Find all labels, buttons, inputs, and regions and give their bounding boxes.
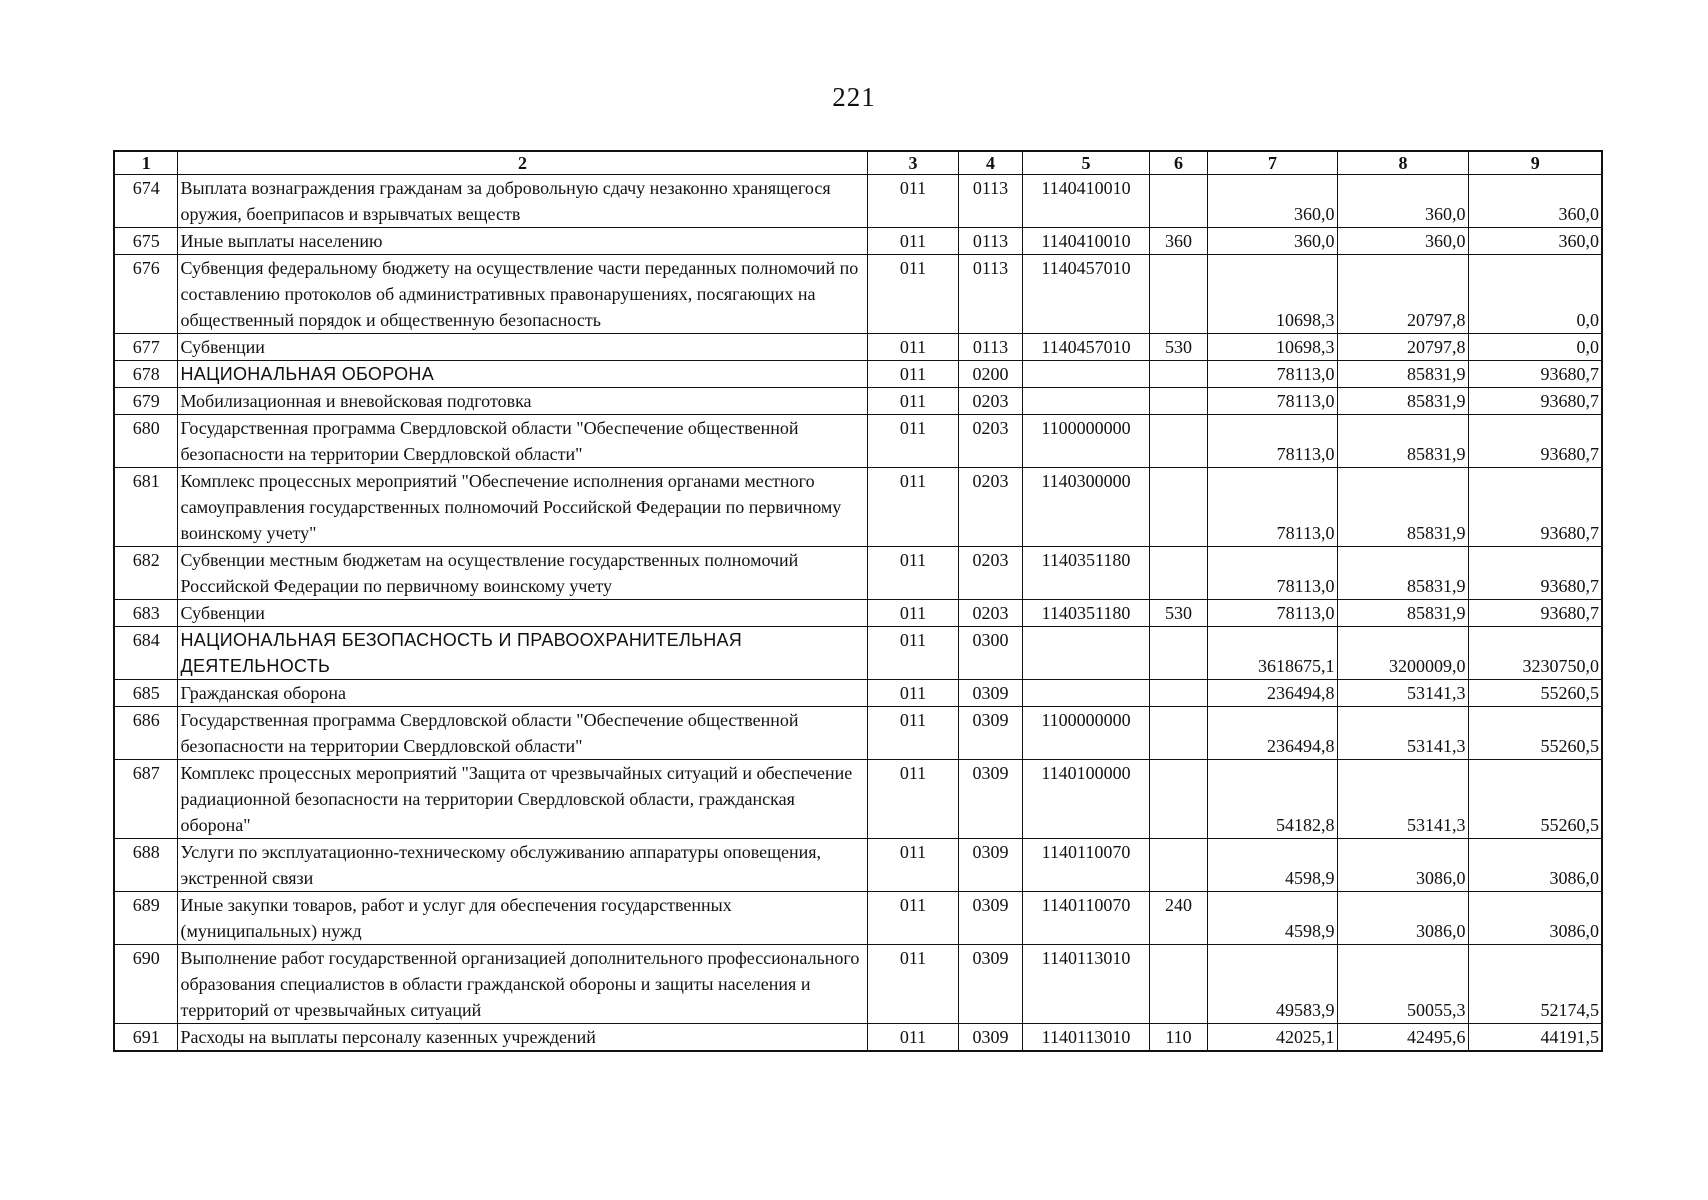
amount-col-8: 20797,8 <box>1337 334 1468 361</box>
amount-col-8: 85831,9 <box>1337 468 1468 547</box>
amount-col-7: 360,0 <box>1207 228 1337 255</box>
table-row <box>114 892 1602 945</box>
ministry-code: 011 <box>867 760 958 839</box>
row-description: Мобилизационная и вневойсковая подготовка <box>177 388 867 415</box>
ministry-code: 011 <box>867 334 958 361</box>
ministry-code: 011 <box>867 839 958 892</box>
amount-col-9: 0,0 <box>1468 255 1602 334</box>
row-number: 681 <box>114 468 177 547</box>
row-number: 676 <box>114 255 177 334</box>
row-description: Субвенции <box>177 334 867 361</box>
expense-type-code: 360 <box>1149 228 1207 255</box>
amount-col-8: 85831,9 <box>1337 600 1468 627</box>
ministry-code: 011 <box>867 361 958 388</box>
ministry-code: 011 <box>867 228 958 255</box>
table-body <box>114 175 1602 1052</box>
amount-col-8: 85831,9 <box>1337 361 1468 388</box>
amount-col-7: 78113,0 <box>1207 468 1337 547</box>
section-code: 0203 <box>958 468 1022 547</box>
row-description: Государственная программа Свердловской области "Обеспечение общественной безопасности на территории Свердловской области" <box>177 707 867 760</box>
row-number: 687 <box>114 760 177 839</box>
row-description: Иные выплаты населению <box>177 228 867 255</box>
expense-type-code: 110 <box>1149 1024 1207 1052</box>
target-article-code: 1100000000 <box>1022 707 1149 760</box>
row-number: 685 <box>114 680 177 707</box>
target-article-code <box>1022 627 1149 680</box>
expense-type-code: 530 <box>1149 334 1207 361</box>
amount-col-7: 10698,3 <box>1207 255 1337 334</box>
target-article-code: 1140113010 <box>1022 945 1149 1024</box>
table-row <box>114 255 1602 334</box>
amount-col-7: 42025,1 <box>1207 1024 1337 1052</box>
page-number: 221 <box>832 82 876 112</box>
target-article-code: 1140457010 <box>1022 255 1149 334</box>
table-row <box>114 839 1602 892</box>
table-row <box>114 228 1602 255</box>
section-code: 0203 <box>958 547 1022 600</box>
section-code: 0309 <box>958 839 1022 892</box>
amount-col-8: 53141,3 <box>1337 760 1468 839</box>
row-number: 683 <box>114 600 177 627</box>
amount-col-7: 10698,3 <box>1207 334 1337 361</box>
expense-type-code <box>1149 760 1207 839</box>
row-description: НАЦИОНАЛЬНАЯ БЕЗОПАСНОСТЬ И ПРАВООХРАНИТЕЛЬНАЯ ДЕЯТЕЛЬНОСТЬ <box>177 627 867 680</box>
section-code: 0113 <box>958 334 1022 361</box>
table-row <box>114 361 1602 388</box>
row-number: 677 <box>114 334 177 361</box>
ministry-code: 011 <box>867 415 958 468</box>
expense-type-code <box>1149 468 1207 547</box>
expense-type-code: 530 <box>1149 600 1207 627</box>
amount-col-7: 236494,8 <box>1207 707 1337 760</box>
row-description: Комплекс процессных мероприятий "Защита от чрезвычайных ситуаций и обеспечение радиационной безопасности на территории Свердловской области, гражданская оборона" <box>177 760 867 839</box>
amount-col-9: 44191,5 <box>1468 1024 1602 1052</box>
row-number: 690 <box>114 945 177 1024</box>
expense-type-code <box>1149 627 1207 680</box>
row-description: Комплекс процессных мероприятий "Обеспечение исполнения органами местного самоуправления государственных полномочий Российской Федерации по первичному воинскому учету" <box>177 468 867 547</box>
amount-col-9: 55260,5 <box>1468 680 1602 707</box>
row-number: 674 <box>114 175 177 228</box>
expense-type-code <box>1149 707 1207 760</box>
amount-col-8: 3086,0 <box>1337 892 1468 945</box>
section-code: 0300 <box>958 627 1022 680</box>
row-number: 691 <box>114 1024 177 1052</box>
expense-type-code <box>1149 680 1207 707</box>
amount-col-7: 4598,9 <box>1207 892 1337 945</box>
section-code: 0309 <box>958 1024 1022 1052</box>
target-article-code: 1140100000 <box>1022 760 1149 839</box>
row-description: Выполнение работ государственной организацией дополнительного профессионального образования специалистов в области гражданской обороны и защиты населения и территорий от чрезвычайных ситуаций <box>177 945 867 1024</box>
expense-type-code <box>1149 175 1207 228</box>
row-description: Выплата вознаграждения гражданам за добровольную сдачу незаконно хранящегося оружия, боеприпасов и взрывчатых веществ <box>177 175 867 228</box>
header-cell: 7 <box>1207 151 1337 175</box>
expense-type-code <box>1149 547 1207 600</box>
amount-col-9: 93680,7 <box>1468 600 1602 627</box>
amount-col-7: 78113,0 <box>1207 600 1337 627</box>
amount-col-8: 20797,8 <box>1337 255 1468 334</box>
amount-col-9: 360,0 <box>1468 175 1602 228</box>
amount-col-8: 3086,0 <box>1337 839 1468 892</box>
target-article-code: 1140300000 <box>1022 468 1149 547</box>
amount-col-8: 360,0 <box>1337 175 1468 228</box>
table-row <box>114 388 1602 415</box>
table-row <box>114 1024 1602 1052</box>
section-code: 0113 <box>958 228 1022 255</box>
amount-col-9: 3086,0 <box>1468 839 1602 892</box>
amount-col-8: 53141,3 <box>1337 680 1468 707</box>
amount-col-9: 93680,7 <box>1468 415 1602 468</box>
target-article-code: 1140410010 <box>1022 228 1149 255</box>
amount-col-9: 55260,5 <box>1468 760 1602 839</box>
row-description: Расходы на выплаты персоналу казенных учреждений <box>177 1024 867 1052</box>
table-row <box>114 175 1602 228</box>
section-code: 0200 <box>958 361 1022 388</box>
header-cell: 1 <box>114 151 177 175</box>
section-code: 0309 <box>958 892 1022 945</box>
table-row <box>114 600 1602 627</box>
target-article-code: 1140110070 <box>1022 839 1149 892</box>
ministry-code: 011 <box>867 680 958 707</box>
amount-col-7: 4598,9 <box>1207 839 1337 892</box>
target-article-code: 1140110070 <box>1022 892 1149 945</box>
target-article-code: 1140410010 <box>1022 175 1149 228</box>
amount-col-8: 85831,9 <box>1337 415 1468 468</box>
amount-col-9: 93680,7 <box>1468 388 1602 415</box>
row-description: НАЦИОНАЛЬНАЯ ОБОРОНА <box>177 361 867 388</box>
amount-col-8: 3200009,0 <box>1337 627 1468 680</box>
ministry-code: 011 <box>867 707 958 760</box>
header-cell: 6 <box>1149 151 1207 175</box>
target-article-code <box>1022 361 1149 388</box>
row-description: Государственная программа Свердловской области "Обеспечение общественной безопасности на территории Свердловской области" <box>177 415 867 468</box>
ministry-code: 011 <box>867 945 958 1024</box>
row-number: 688 <box>114 839 177 892</box>
target-article-code <box>1022 388 1149 415</box>
table-row <box>114 945 1602 1024</box>
amount-col-9: 3230750,0 <box>1468 627 1602 680</box>
row-description: Субвенции <box>177 600 867 627</box>
row-number: 679 <box>114 388 177 415</box>
header-row <box>114 151 1602 175</box>
expense-type-code <box>1149 415 1207 468</box>
table-row <box>114 334 1602 361</box>
target-article-code: 1140113010 <box>1022 1024 1149 1052</box>
table-row <box>114 468 1602 547</box>
amount-col-9: 93680,7 <box>1468 361 1602 388</box>
row-number: 689 <box>114 892 177 945</box>
row-description: Субвенция федеральному бюджету на осуществление части переданных полномочий по составлению протоколов об административных правонарушениях, посягающих на общественный порядок и общественную безопасность <box>177 255 867 334</box>
ministry-code: 011 <box>867 547 958 600</box>
row-description: Услуги по эксплуатационно-техническому обслуживанию аппаратуры оповещения, экстренной связи <box>177 839 867 892</box>
amount-col-8: 50055,3 <box>1337 945 1468 1024</box>
expense-type-code <box>1149 839 1207 892</box>
section-code: 0203 <box>958 388 1022 415</box>
row-number: 682 <box>114 547 177 600</box>
ministry-code: 011 <box>867 255 958 334</box>
amount-col-7: 3618675,1 <box>1207 627 1337 680</box>
section-code: 0203 <box>958 600 1022 627</box>
amount-col-9: 55260,5 <box>1468 707 1602 760</box>
section-code: 0309 <box>958 945 1022 1024</box>
header-cell: 2 <box>177 151 867 175</box>
amount-col-9: 360,0 <box>1468 228 1602 255</box>
target-article-code: 1100000000 <box>1022 415 1149 468</box>
ministry-code: 011 <box>867 892 958 945</box>
ministry-code: 011 <box>867 1024 958 1052</box>
row-number: 686 <box>114 707 177 760</box>
ministry-code: 011 <box>867 600 958 627</box>
amount-col-8: 42495,6 <box>1337 1024 1468 1052</box>
section-code: 0309 <box>958 760 1022 839</box>
expense-type-code: 240 <box>1149 892 1207 945</box>
amount-col-9: 52174,5 <box>1468 945 1602 1024</box>
amount-col-7: 78113,0 <box>1207 415 1337 468</box>
amount-col-7: 78113,0 <box>1207 361 1337 388</box>
section-code: 0113 <box>958 255 1022 334</box>
ministry-code: 011 <box>867 468 958 547</box>
header-cell: 8 <box>1337 151 1468 175</box>
target-article-code: 1140351180 <box>1022 600 1149 627</box>
table-row <box>114 760 1602 839</box>
table-row <box>114 547 1602 600</box>
header-cell: 3 <box>867 151 958 175</box>
row-number: 684 <box>114 627 177 680</box>
amount-col-7: 78113,0 <box>1207 388 1337 415</box>
target-article-code: 1140351180 <box>1022 547 1149 600</box>
row-description: Иные закупки товаров, работ и услуг для обеспечения государственных (муниципальных) нужд <box>177 892 867 945</box>
target-article-code: 1140457010 <box>1022 334 1149 361</box>
row-description: Гражданская оборона <box>177 680 867 707</box>
amount-col-7: 49583,9 <box>1207 945 1337 1024</box>
row-number: 680 <box>114 415 177 468</box>
amount-col-8: 53141,3 <box>1337 707 1468 760</box>
header-cell: 4 <box>958 151 1022 175</box>
row-description: Субвенции местным бюджетам на осуществление государственных полномочий Российской Федерации по первичному воинскому учету <box>177 547 867 600</box>
row-number: 675 <box>114 228 177 255</box>
section-code: 0203 <box>958 415 1022 468</box>
amount-col-7: 360,0 <box>1207 175 1337 228</box>
expense-type-code <box>1149 945 1207 1024</box>
table-row <box>114 707 1602 760</box>
budget-table <box>113 150 1603 1052</box>
ministry-code: 011 <box>867 388 958 415</box>
expense-type-code <box>1149 361 1207 388</box>
expense-type-code <box>1149 255 1207 334</box>
amount-col-7: 54182,8 <box>1207 760 1337 839</box>
amount-col-7: 78113,0 <box>1207 547 1337 600</box>
row-number: 678 <box>114 361 177 388</box>
amount-col-9: 3086,0 <box>1468 892 1602 945</box>
table-row <box>114 415 1602 468</box>
amount-col-9: 0,0 <box>1468 334 1602 361</box>
header-cell: 5 <box>1022 151 1149 175</box>
amount-col-9: 93680,7 <box>1468 468 1602 547</box>
amount-col-9: 93680,7 <box>1468 547 1602 600</box>
amount-col-8: 85831,9 <box>1337 547 1468 600</box>
ministry-code: 011 <box>867 627 958 680</box>
expense-type-code <box>1149 388 1207 415</box>
section-code: 0309 <box>958 680 1022 707</box>
amount-col-7: 236494,8 <box>1207 680 1337 707</box>
amount-col-8: 360,0 <box>1337 228 1468 255</box>
header-cell: 9 <box>1468 151 1602 175</box>
table-row <box>114 680 1602 707</box>
amount-col-8: 85831,9 <box>1337 388 1468 415</box>
section-code: 0113 <box>958 175 1022 228</box>
table-row <box>114 627 1602 680</box>
ministry-code: 011 <box>867 175 958 228</box>
section-code: 0309 <box>958 707 1022 760</box>
target-article-code <box>1022 680 1149 707</box>
